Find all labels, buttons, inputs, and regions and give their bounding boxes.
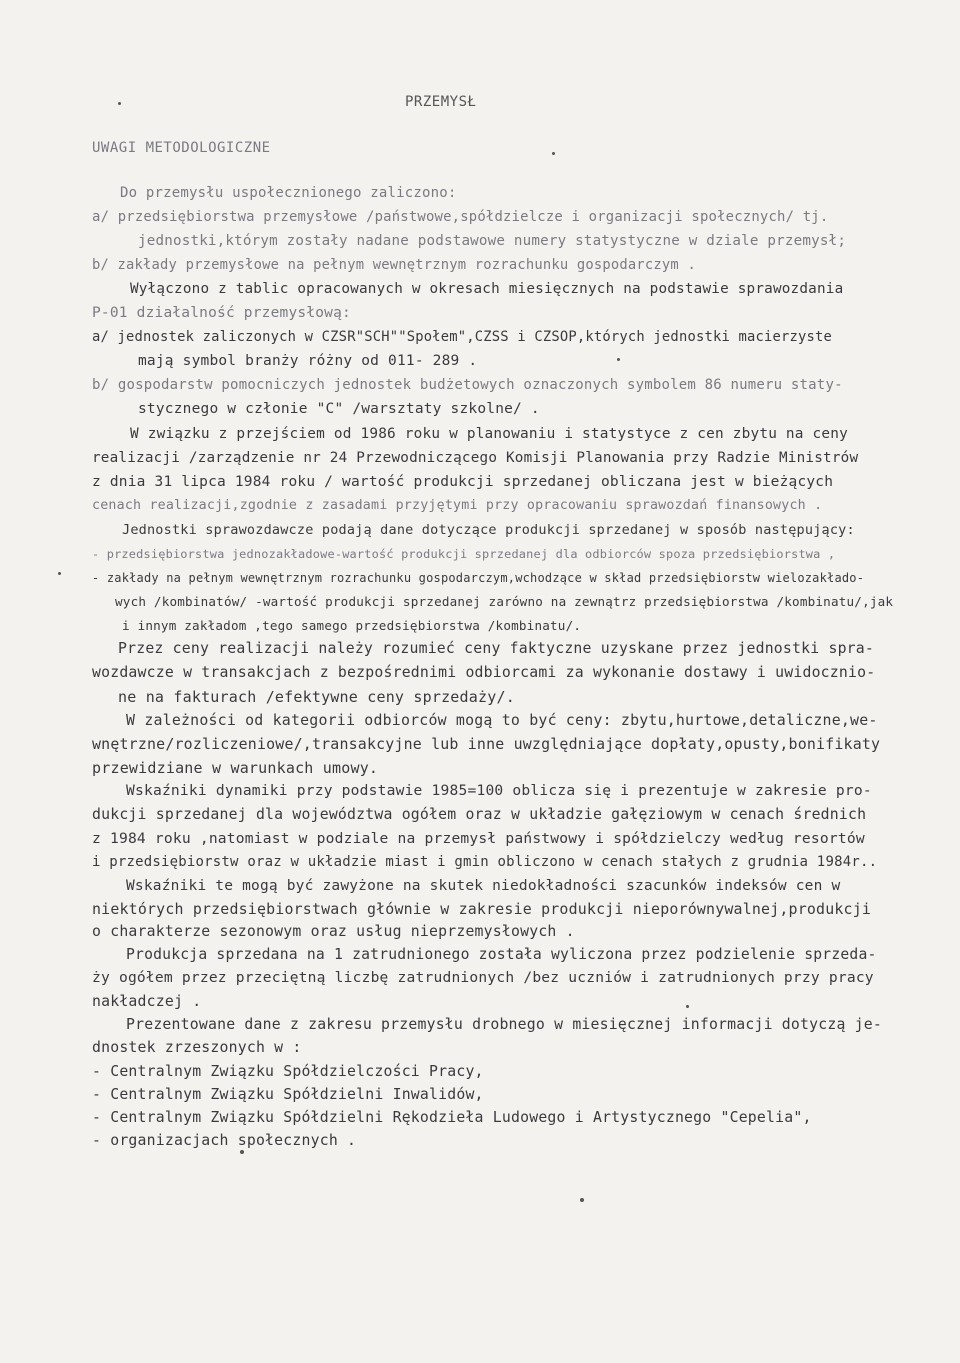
text-line: Wskaźniki te mogą być zawyżone na skutek niedokładności szacunków indeksów cen w (126, 878, 841, 894)
text-line: jednostki,którym zostały nadane podstawowe numery statystyczne w dziale przemysł; (138, 233, 847, 249)
text-line: Prezentowane dane z zakresu przemysłu drobnego w miesięcznej informacji dotyczą je- (126, 1016, 883, 1033)
text-line: dnostek zrzeszonych w : (92, 1039, 302, 1056)
text-line: P-01 działalność przemysłową: (92, 305, 351, 321)
text-line: nakładczej . (92, 993, 202, 1010)
text-line: Wskaźniki dynamiki przy podstawie 1985=100 oblicza się i prezentuje w zakresie pro- (126, 782, 872, 799)
text-line: - organizacjach społecznych . (92, 1132, 357, 1149)
text-line: i przedsiębiorstw oraz w układzie miast i gmin obliczono w cenach stałych z grudnia 1984r.. (92, 854, 878, 870)
text-line: mają symbol branży różny od 011- 289 . (138, 353, 478, 369)
text-line: Produkcja sprzedana na 1 zatrudnionego została wyliczona przez podzielenie sprzeda- (126, 946, 877, 963)
page-header: PRZEMYSŁ (405, 94, 477, 110)
paper-speck (580, 1198, 584, 1202)
text-line: wozdawcze w transakcjach z bezpośrednimi odbiorcami za wykonanie dostawy i uwidocznio- (92, 664, 876, 681)
text-line: realizacji /zarządzenie nr 24 Przewodniczącego Komisji Planowania przy Radzie Ministrów (92, 450, 859, 466)
paper-speck (686, 1005, 689, 1008)
paper-speck (58, 572, 61, 575)
paper-speck (118, 102, 121, 105)
text-line: - Centralnym Związku Spółdzielczości Pracy, (92, 1063, 484, 1080)
text-line: dukcji sprzedanej dla województwa ogółem oraz w układzie gałęziowym w cenach średnich (92, 806, 867, 823)
text-line: wych /kombinatów/ -wartość produkcji sprzedanej zarówno na zewnątrz przedsiębiorstwa /kombinatu/,jak (115, 594, 894, 609)
text-line: b/ zakłady przemysłowe na pełnym wewnętrznym rozrachunku gospodarczym . (92, 257, 696, 273)
text-line: a/ jednostek zaliczonych w CZSR"SCH""Społem",CZSS i CZSOP,których jednostki macierzyste (92, 329, 833, 345)
text-line: Do przemysłu uspołecznionego zaliczono: (120, 185, 457, 201)
text-line: ne na fakturach /efektywne ceny sprzedaży/. (118, 688, 515, 706)
paper-speck (240, 1150, 244, 1154)
text-line: niektórych przedsiębiorstwach głównie w zakresie produkcji nieporównywalnej,produkcji (92, 900, 872, 918)
text-line: W zależności od kategorii odbiorców mogą to być ceny: zbytu,hurtowe,detaliczne,we- (126, 711, 878, 729)
text-line: W związku z przejściem od 1986 roku w planowaniu i statystyce z cen zbytu na ceny (130, 426, 848, 442)
text-line: b/ gospodarstw pomocniczych jednostek budżetowych oznaczonych symbolem 86 numeru staty- (92, 377, 843, 393)
text-line: Jednostki sprawozdawcze podają dane dotyczące produkcji sprzedanej w sposób następujący: (122, 522, 855, 538)
text-line: a/ przedsiębiorstwa przemysłowe /państwowe,spółdzielcze i organizacji społecznych/ tj. (92, 209, 829, 225)
text-line: - Centralnym Związku Spółdzielni Rękodzieła Ludowego i Artystycznego "Cepelia", (92, 1109, 812, 1126)
text-line: ży ogółem przez przeciętną liczbę zatrudnionych /bez uczniów i zatrudnionych przy pracy (92, 969, 874, 986)
text-line: - zakłady na pełnym wewnętrznym rozrachunku gospodarczym,wchodzące w skład przedsiębiorstw wielozakłado- (92, 571, 865, 585)
text-line: Przez ceny realizacji należy rozumieć ceny faktyczne uzyskane przez jednostki spra- (118, 640, 875, 657)
text-line: z 1984 roku ,natomiast w podziale na przemysł państwowy i spółdzielczy według resortów (92, 830, 865, 847)
text-line: wnętrzne/rozliczeniowe/,transakcyjne lub inne uwzględniające dopłaty,opusty,bonifikaty (92, 735, 881, 753)
text-line: i innym zakładom ,tego samego przedsiębiorstwa /kombinatu/. (122, 618, 582, 633)
text-line: przewidziane w warunkach umowy. (92, 759, 379, 777)
text-line: - Centralnym Związku Spółdzielni Inwalidów, (92, 1086, 484, 1103)
section-title: UWAGI METODOLOGICZNE (92, 140, 271, 156)
paper-speck (617, 358, 620, 361)
text-line: - przedsiębiorstwa jednozakładowe-wartość produkcji sprzedanej dla odbiorców spoza przedsiębiorstwa , (92, 547, 836, 561)
text-line: o charakterze sezonowym oraz usług nieprzemysłowych . (92, 923, 575, 940)
text-line: cenach realizacji,zgodnie z zasadami przyjętymi przy opracowaniu sprawozdań finansowych . (92, 498, 823, 513)
text-line: z dnia 31 lipca 1984 roku / wartość produkcji sprzedanej obliczana jest w bieżących (92, 474, 834, 490)
text-line: stycznego w członie "C" /warsztaty szkolne/ . (138, 401, 540, 417)
text-line: Wyłączono z tablic opracowanych w okresach miesięcznych na podstawie sprawozdania (130, 281, 844, 297)
paper-speck (552, 152, 555, 155)
